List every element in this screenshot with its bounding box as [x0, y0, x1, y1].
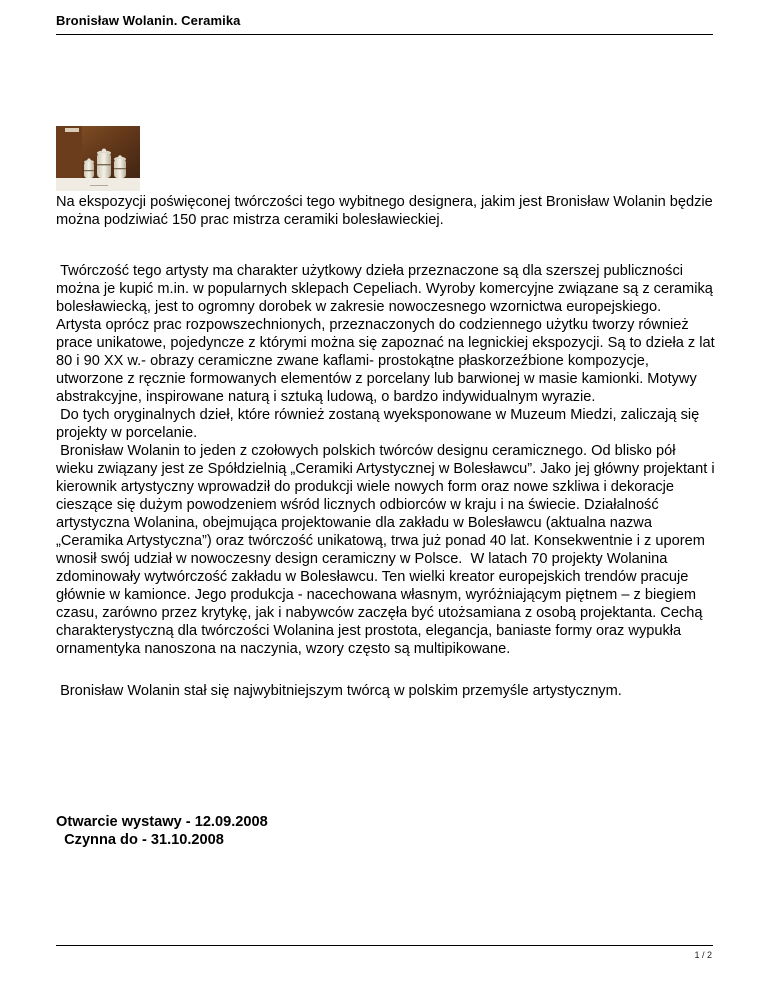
document-title: Bronisław Wolanin. Ceramika [56, 13, 241, 28]
closing-date: Czynna do - 31.10.2008 [56, 832, 224, 848]
main-paragraph: Twórczość tego artysty ma charakter użytkowy dzieła przeznaczone są dla szerszej publiczności można je kupić m.in. w popularnych sklepach Cepeliach. Wyroby komercyjne związane są z ceramiką bolesławiecką, jest to ogromny dorobek w zakresie nowoczesnego wzornictwa europejskiego. Artysta oprócz prac rozpowszechnionych, przeznaczonych do codziennego użytku tworzy również prace unikatowe, pojedyncze z którymi można się zapoznać na legnickiej ekspozycji. Są to dzieła z lat 80 i 90 XX w.- obrazy ceramiczne zwane kaflami- prostokątne płaskorzeźbione kompozycje, utworzone z ręcznie formowanych elementów z porcelany lub barwionej w masie kamionki. Motywy abstrakcyjne, inspirowane naturą i sztuką ludową, o bardzo indywidualnym wyrazie. Do tych oryginalnych dzieł, które również zostaną wyeksponowane w Muzeum Miedzi, zaliczają się projekty w porcelanie. Bronisław Wolanin to jeden z czołowych polskich twórców designu ceramicznego. Od blisko pół wieku związany jest ze Spółdzielnią „Ceramiki Artystycznej w Bolesławcu”. Jako jej główny projektant i kierownik artystyczny wprowadził do produkcji wiele nowych form oraz nowe szkliwa i dekoracje cieszące się dużym powodzeniem wśród licznych odbiorców w kraju i na świecie. Działalność artystyczna Wolanina, obejmująca projektowanie dla zakładu w Bolesławcu (aktualna nazwa „Ceramika Artystyczna”) oraz twórczość unikatową, trwa już ponad 40 lat. Konsekwentnie i z uporem wnosił swój udział w nowoczesny design ceramiczny w Polsce. W latach 70 projekty Wolanina zdominowały wytwórczość zakładu w Bolesławcu. Ten wielki kreator europejskich trendów pracuje głównie w kamionce. Jego produkcja - nacechowana własnym, wyróżniającym piętnem – z biegiem czasu, zarówno przez krytykę, jak i nabywców zaczęła być utożsamiana z osobą projektanta. Cechą charakterystyczną dla twórczości Wolanina jest prostota, elegancja, baniaste formy oraz wypukła ornamentyka nanoszona na naczynia, wzory często są multipikowane. [56, 263, 715, 657]
spacer [56, 247, 716, 262]
article-body [56, 193, 716, 700]
opening-date: Otwarcie wystawy - 12.09.2008 [56, 814, 268, 830]
exhibition-dates [56, 813, 268, 849]
page-number: 1 / 2 [694, 950, 712, 960]
footer-divider [56, 945, 713, 946]
spacer [56, 658, 716, 682]
closing-paragraph: Bronisław Wolanin stał się najwybitniejszym twórcą w polskim przemyśle artystycznym. [56, 683, 622, 699]
header-divider [56, 34, 713, 35]
intro-paragraph: Na ekspozycji poświęconej twórczości tego wybitnego designera, jakim jest Bronisław Wolanin będzie można podziwiać 150 prac mistrza ceramiki bolesławieckiej. [56, 194, 717, 228]
ceramics-photo [56, 126, 140, 191]
